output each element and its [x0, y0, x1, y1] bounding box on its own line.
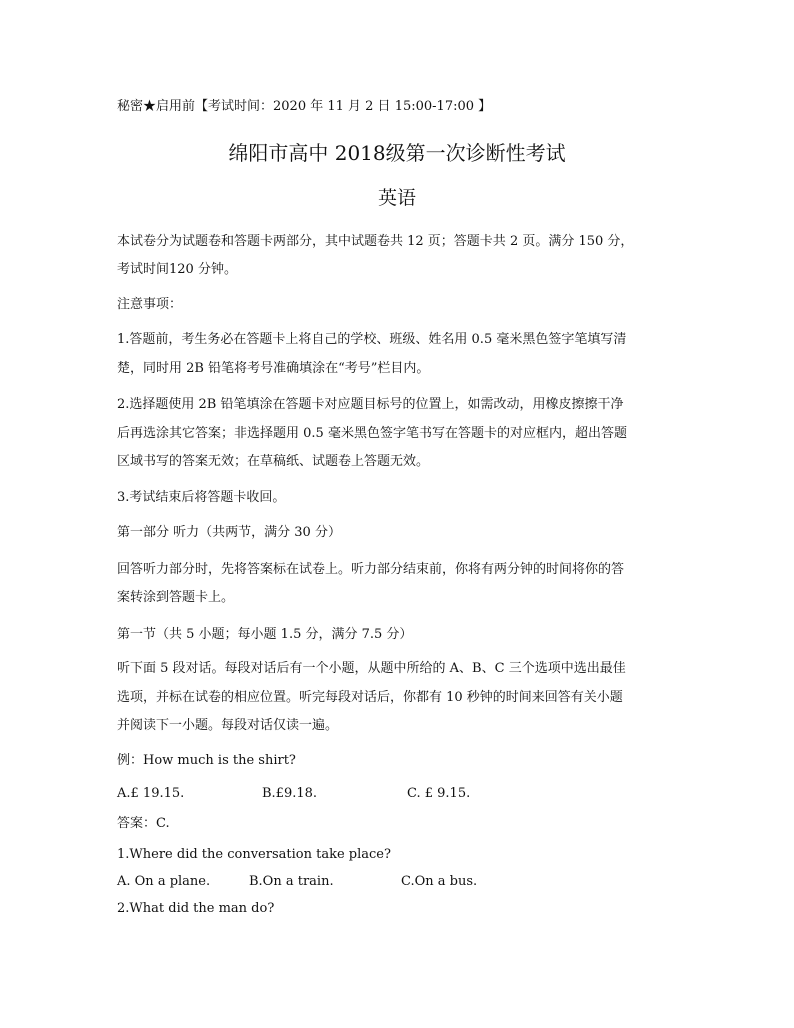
part1-heading: 第一部分 听力（共两节，满分 30 分） — [117, 525, 341, 540]
exam-title: 绵阳市高中 2018级第一次诊断性考试 — [228, 141, 566, 165]
example-answer: 答案：C. — [117, 816, 170, 831]
note-3: 3.考试结束后将答题卡收回。 — [117, 490, 286, 505]
example-question: 例：How much is the shirt? — [117, 753, 296, 768]
section1-instr-line-2: 选项，并标在试卷的相应位置。听完每段对话后，你都有 10 秒钟的时间来回答有关小题 — [117, 690, 623, 705]
exam-subject: 英语 — [377, 187, 416, 209]
note-2-line-3: 区域书写的答案无效；在草稿纸、试题卷上答题无效。 — [117, 454, 430, 469]
intro-line-1: 本试卷分为试题卷和答题卡两部分，其中试题卷共 12 页；答题卡共 2 页。满分 150 分， — [117, 234, 634, 249]
question-1-option-a: A. On a plane. — [117, 874, 211, 889]
example-option-a: A.£ 19.15. — [117, 786, 185, 801]
example-option-b: B.£9.18. — [262, 786, 318, 801]
section1-instr-line-3: 并阅读下一小题。每段对话仅读一遍。 — [117, 718, 339, 733]
notes-heading: 注意事项： — [117, 297, 183, 312]
question-2: 2.What did the man do? — [117, 901, 275, 916]
example-option-c: C. £ 9.15. — [407, 786, 471, 801]
question-1-option-c: C.On a bus. — [401, 874, 478, 889]
question-1-option-b: B.On a train. — [249, 874, 334, 889]
note-2-line-1: 2.选择题使用 2B 铅笔填涂在答题卡对应题目标号的位置上，如需改动，用橡皮擦擦干净 — [117, 397, 624, 412]
note-2-line-2: 后再选涂其它答案；非选择题用 0.5 毫米黑色签字笔书写在答题卡的对应框内，超出答题 — [117, 426, 627, 441]
question-1: 1.Where did the conversation take place? — [117, 847, 391, 862]
part1-instr-line-2: 案转涂到答题卡上。 — [117, 590, 235, 605]
note-1-line-1: 1.答题前，考生务必在答题卡上将自己的学校、班级、姓名用 0.5 毫米黑色签字笔填写清 — [117, 332, 627, 347]
note-1-line-2: 楚，同时用 2B 铅笔将考号准确填涂在“考号”栏目内。 — [117, 361, 430, 376]
section1-heading: 第一节（共 5 小题；每小题 1.5 分，满分 7.5 分） — [117, 627, 413, 642]
intro-line-2: 考试时间120 分钟。 — [117, 262, 237, 277]
confidential-header: 秘密★启用前【考试时间：2020 年 11 月 2 日 15:00-17:00 】 — [117, 99, 492, 114]
part1-instr-line-1: 回答听力部分时，先将答案标在试卷上。听力部分结束前，你将有两分钟的时间将你的答 — [117, 562, 625, 577]
section1-instr-line-1: 听下面 5 段对话。每段对话后有一个小题，从题中所给的 A、B、C 三个选项中选出最佳 — [117, 661, 626, 676]
